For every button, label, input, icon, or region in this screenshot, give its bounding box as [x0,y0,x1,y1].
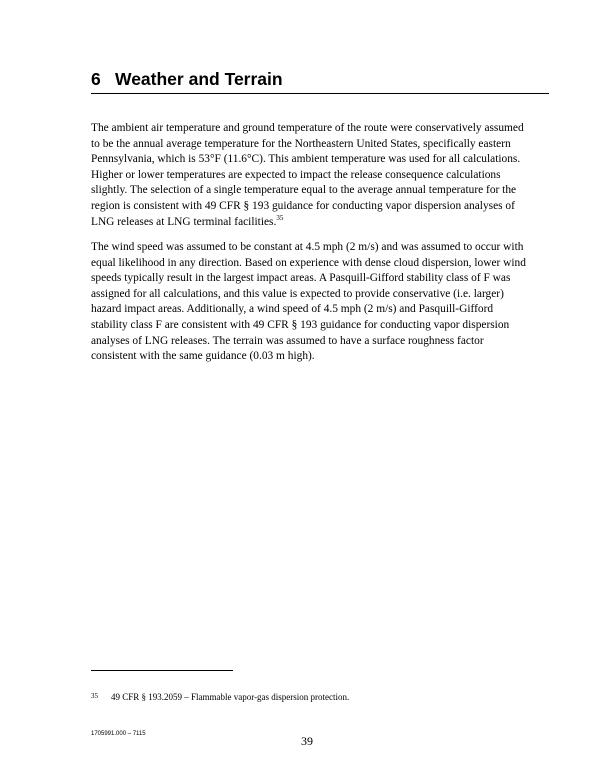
footnote-number: 35 [91,692,98,700]
text-line: region is consistent with 49 CFR § 193 guidance for conducting vapor dispersion analyses of [91,199,515,212]
page-number: 39 [301,734,313,748]
footnote-text: 49 CFR § 193.2059 – Flammable vapor-gas dispersion protection. [111,692,350,702]
text-line: hazard impact areas. Additionally, a wind speed of 4.5 mph (2 m/s) and Pasquill-Gifford [91,303,494,316]
section-heading [91,68,549,94]
section-title: Weather and Terrain [115,69,283,89]
text-line: stability class F are consistent with 49 CFR § 193 guidance for conducting vapor dispersion [91,318,510,331]
text-line: The ambient air temperature and ground temperature of the route were conservatively assumed [91,122,524,134]
text-line: to be the annual average temperature for the Northeastern United States, specifically eastern [91,137,511,150]
section-number: 6 [91,69,101,89]
text-line: consistent with the same guidance (0.03 m high). [91,350,315,363]
text-line: equal likelihood in any direction. Based on experience with dense cloud dispersion, lower wind [91,256,526,269]
footnote-separator [91,670,233,671]
paragraph-wind [91,240,551,365]
footnote [91,690,349,703]
text-line: assigned for all calculations, and this value is expected to provide conservative (i.e. larger) [91,287,504,300]
text-line: analyses of LNG releases. The terrain was assumed to have a surface roughness factor [91,334,484,347]
text-line [91,215,551,231]
text-line-content: LNG releases at LNG terminal facilities. [91,215,277,228]
text-line: Pennsylvania, which is 53°F (11.6°C). This ambient temperature was used for all calculations. [91,153,521,166]
text-line: speeds typically result in the largest impact areas. A Pasquill-Gifford stability class of F was [91,272,511,285]
text-line: The wind speed was assumed to be constant at 4.5 mph (2 m/s) and was assumed to occur with [91,241,524,253]
footnote-reference[interactable]: 35 [276,213,284,222]
paragraph-temperature [91,121,551,230]
text-line: Higher or lower temperatures are expected to impact the release consequence calculations [91,168,501,181]
text-line: slightly. The selection of a single temperature equal to the average annual temperature for the [91,184,517,197]
document-id: 1705991.000 – 7115 [91,731,146,737]
